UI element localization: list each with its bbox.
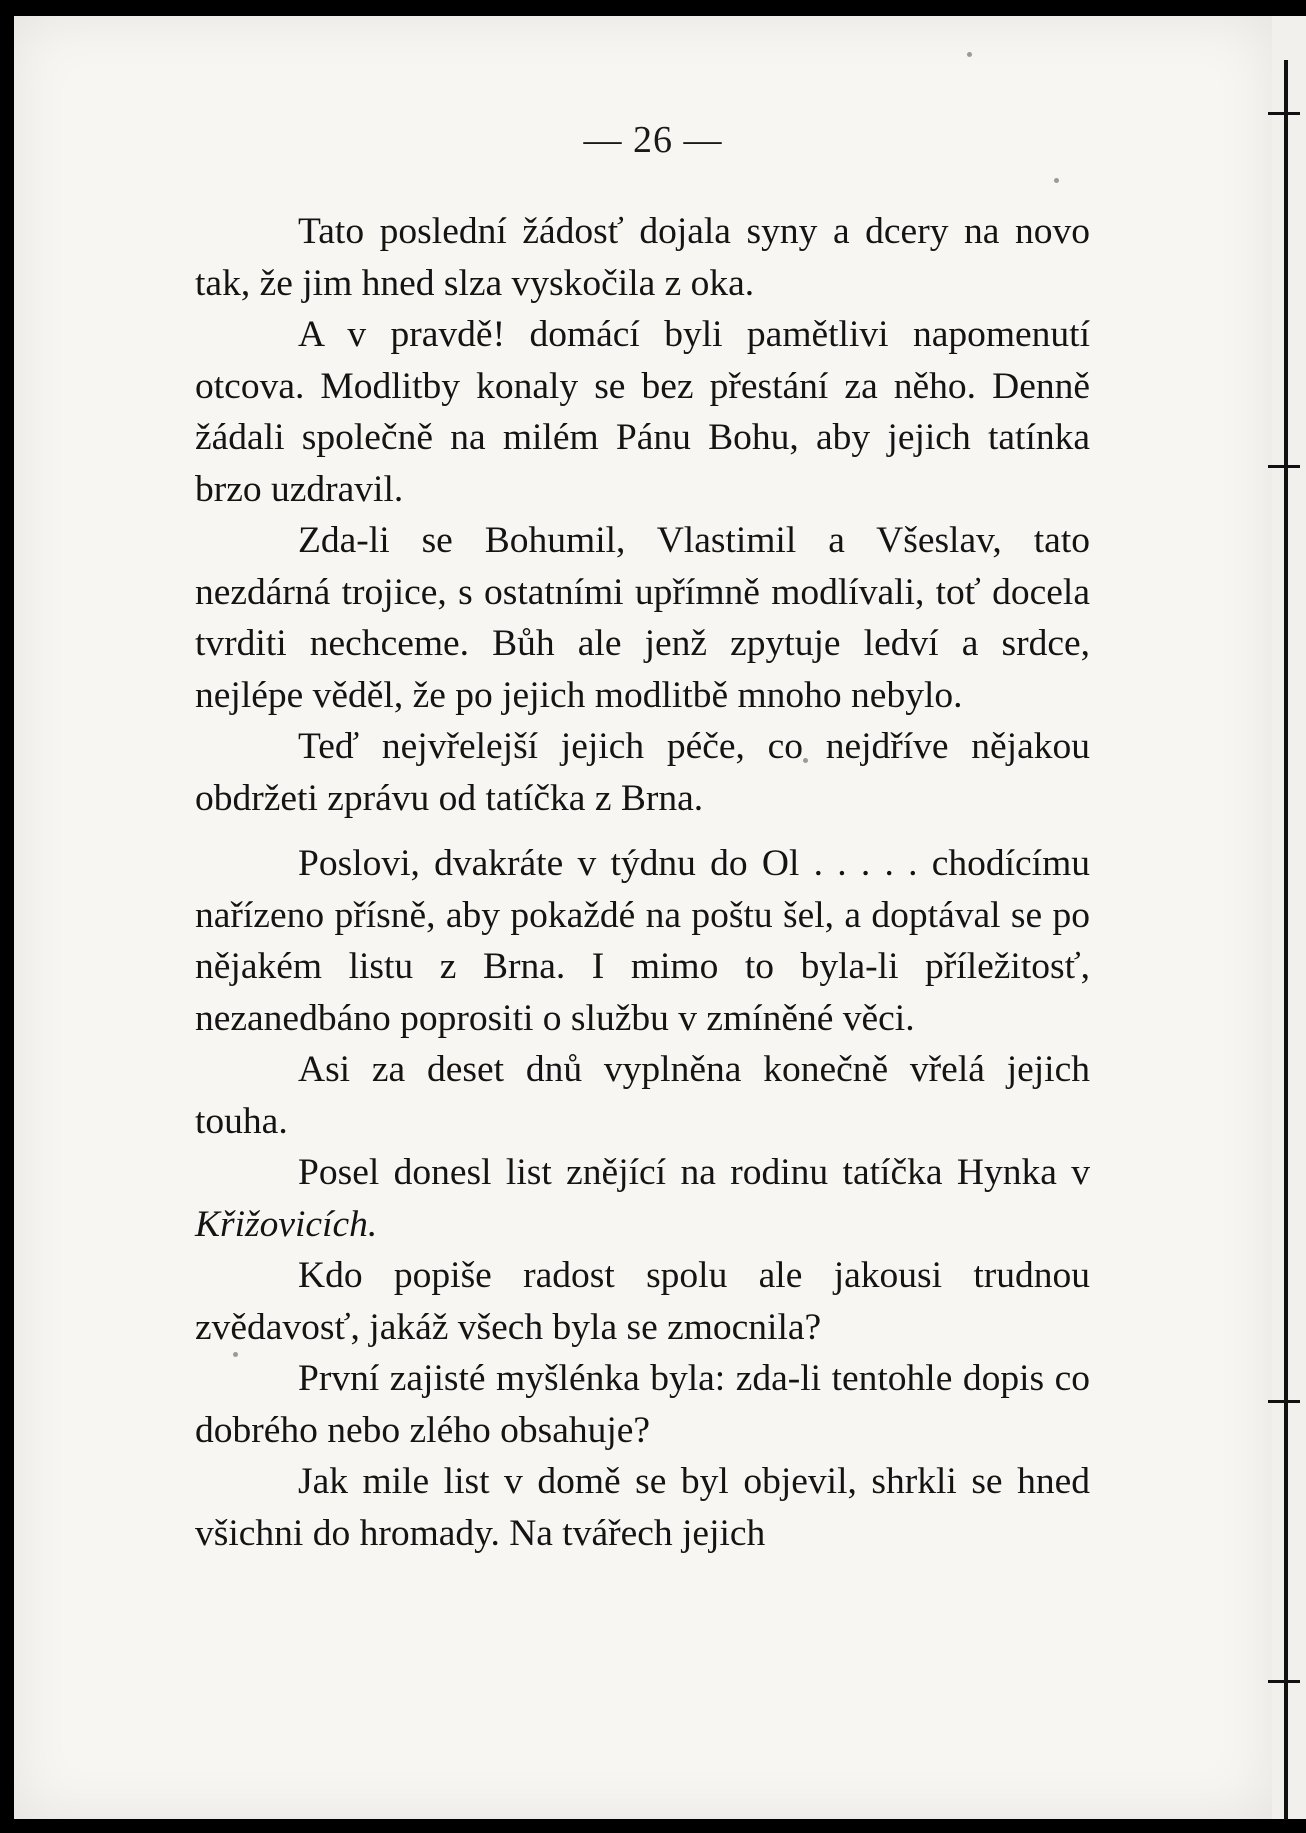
paragraph: Kdo popiše radost spolu ale jakousi trudnou zvědavosť, jakáž všech byla se zmocnila? bbox=[195, 1255, 1090, 1348]
paragraph: Jak mile list v domě se byl objevil, shrkli se hned všichni do hromady. Na tvářech jejich bbox=[195, 1461, 1090, 1554]
paragraph-text: Posel donesl list znějící na rodinu tatíčka Hynka v bbox=[298, 1152, 1090, 1193]
paragraph: První zajisté myšlénka byla: zda-li tentohle dopis co dobrého nebo zlého obsahuje? bbox=[195, 1358, 1090, 1451]
paragraph: Tato poslední žádosť dojala syny a dcery na novo tak, že jim hned slza vyskočila z oka. bbox=[195, 211, 1090, 304]
page-spine-margin bbox=[1272, 16, 1306, 1819]
paragraph: Asi za deset dnů vyplněna konečně vřelá jejich touha. bbox=[195, 1049, 1090, 1142]
paper-speck bbox=[1054, 178, 1059, 183]
place-name-italic: Křižovicích. bbox=[195, 1203, 378, 1245]
binding-tick bbox=[1268, 1680, 1300, 1683]
paragraph bbox=[195, 1147, 1090, 1250]
paper-speck bbox=[967, 52, 972, 57]
paragraph: Zda-li se Bohumil, Vlastimil a Všeslav, tato nezdárná trojice, s ostatními upřímně modlívali, toť docela tvrditi nechceme. Bůh ale jenž zpytuje ledví a srdce, nejlépe věděl, že po jejich modlitbě mnoho nebylo. bbox=[195, 520, 1090, 716]
spine-binding-line bbox=[1284, 60, 1288, 1820]
paragraph: A v pravdě! domácí byli pamětlivi napomenutí otcova. Modlitby konaly se bez přestání za něho. Denně žádali společně na milém Pánu Bohu, aby jejich tatínka brzo uzdravil. bbox=[195, 314, 1090, 510]
page-body-text bbox=[195, 206, 1090, 1559]
binding-tick bbox=[1268, 112, 1300, 115]
paragraph: Poslovi, dvakráte v týdnu do Ol . . . . . chodícímu nařízeno přísně, aby pokaždé na poštu šel, a doptával se po nějakém listu z Brna. I mimo to byla-li příležitosť, nezanedbáno poprositi o službu v zmíněné věci. bbox=[195, 843, 1090, 1039]
paragraph: Teď nejvřelejší jejich péče, co nejdříve nějakou obdržeti zprávu od tatíčka z Brna. bbox=[195, 726, 1090, 819]
binding-tick bbox=[1268, 465, 1300, 468]
page-number: — 26 — bbox=[583, 119, 723, 161]
binding-tick bbox=[1268, 1400, 1300, 1403]
